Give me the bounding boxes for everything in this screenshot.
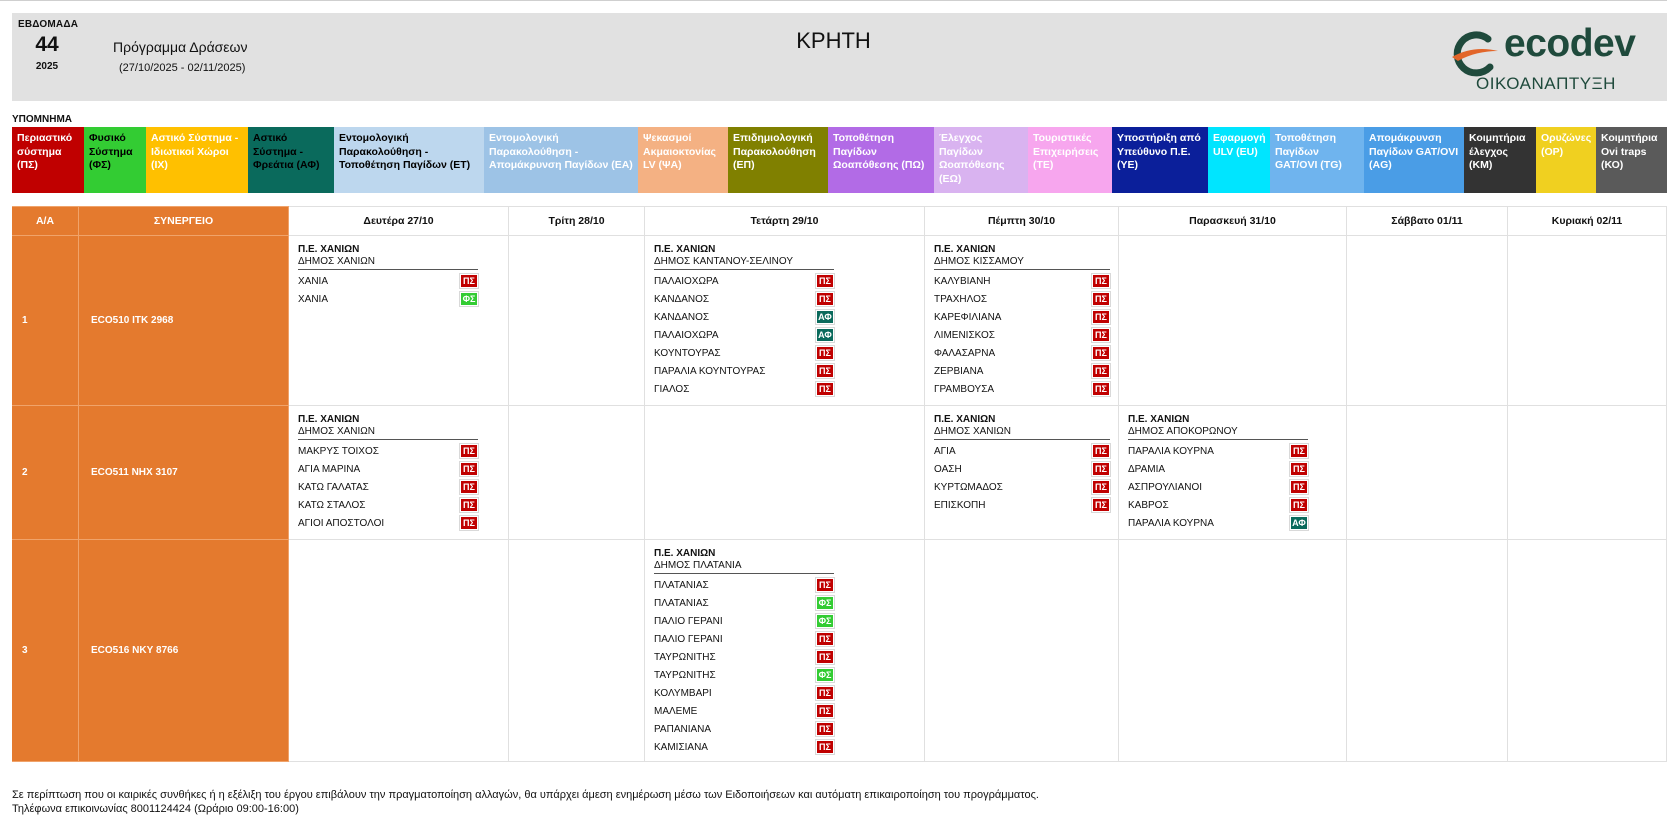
schedule-entry bbox=[934, 344, 1110, 362]
activity-badge: ΦΣ bbox=[816, 596, 834, 610]
activity-badge: ΦΣ bbox=[460, 292, 478, 306]
schedule-entry bbox=[298, 478, 478, 496]
day-cell bbox=[1347, 236, 1508, 406]
schedule-entry bbox=[654, 290, 834, 308]
legend-item: Ορυζώνες (ΟΡ) bbox=[1536, 127, 1596, 193]
activity-badge: ΠΣ bbox=[816, 382, 834, 396]
location-name: ΛΙΜΕΝΙΣΚΟΣ bbox=[934, 329, 995, 341]
activity-badge: ΠΣ bbox=[1092, 310, 1110, 324]
schedule-entry bbox=[934, 362, 1110, 380]
schedule-entry bbox=[654, 630, 834, 648]
activity-badge: ΠΣ bbox=[1092, 364, 1110, 378]
schedule-entry bbox=[654, 326, 834, 344]
schedule-block bbox=[298, 414, 478, 532]
location-name: ΓΙΑΛΟΣ bbox=[654, 383, 690, 395]
location-name: ΔΡΑΜΙΑ bbox=[1128, 463, 1166, 475]
week-year: 2025 bbox=[35, 61, 59, 72]
schedule-entry bbox=[654, 380, 834, 398]
legend-item: Επιδημιολογική Παρακολούθηση (ΕΠ) bbox=[728, 127, 828, 193]
schedule-entry bbox=[934, 380, 1110, 398]
top-divider bbox=[0, 0, 1667, 1]
activity-badge: ΠΣ bbox=[460, 516, 478, 530]
location-name: ΚΑΛΥΒΙΑΝΗ bbox=[934, 275, 991, 287]
region-title: ΚΡΗΤΗ bbox=[796, 28, 871, 53]
schedule-entry bbox=[654, 594, 834, 612]
footer-notice: Σε περίπτωση που οι καιρικές συνθήκες ή η εξέλιξη του έργου επιβάλουν την πραγματοποίηση αλλαγών, θα υπάρχει άμεση ενημέρωση μέσω των Ειδοποιήσεων και αυτόματη επικαιροποίηση του προγράμματος. bbox=[12, 789, 1039, 801]
day-cell bbox=[509, 540, 645, 762]
location-name: ΠΑΛΑΙΟΧΩΡΑ bbox=[654, 275, 719, 287]
activity-badge: ΠΣ bbox=[816, 632, 834, 646]
schedule-entry bbox=[298, 290, 478, 308]
location-name: ΠΛΑΤΑΝΙΑΣ bbox=[654, 579, 709, 591]
day-cell bbox=[1119, 540, 1347, 762]
location-name: ΓΡΑΜΒΟΥΣΑ bbox=[934, 383, 995, 395]
legend-item: Εφαρμογή ULV (EU) bbox=[1208, 127, 1270, 193]
legend-item: Κοιμητήρια έλεγχος (ΚΜ) bbox=[1464, 127, 1536, 193]
schedule-entry bbox=[654, 702, 834, 720]
activity-badge: ΦΣ bbox=[816, 614, 834, 628]
activity-badge: ΠΣ bbox=[1290, 480, 1308, 494]
schedule-entry bbox=[654, 272, 834, 290]
header-day: Σάββατο 01/11 bbox=[1347, 206, 1508, 236]
vehicle-cell: ECO511 ΝΗΧ 3107 bbox=[79, 406, 289, 540]
schedule-entry bbox=[298, 272, 478, 290]
activity-badge: ΠΣ bbox=[816, 292, 834, 306]
activity-badge: ΦΣ bbox=[816, 668, 834, 682]
activity-badge: ΠΣ bbox=[816, 346, 834, 360]
municipality: ΔΗΜΟΣ ΠΛΑΤΑΝΙΑ bbox=[654, 560, 834, 574]
location-name: ΠΑΛΑΙΟΧΩΡΑ bbox=[654, 329, 719, 341]
schedule-entry bbox=[1128, 478, 1308, 496]
activity-badge: ΠΣ bbox=[1290, 444, 1308, 458]
location-name: ΑΓΙΑ bbox=[934, 445, 956, 457]
activity-badge: ΠΣ bbox=[816, 364, 834, 378]
location-name: ΧΑΝΙΑ bbox=[298, 275, 329, 287]
legend-item: Περιαστικό σύστημα (ΠΣ) bbox=[12, 127, 84, 193]
regional-unit: Π.Ε. ΧΑΝΙΩΝ bbox=[298, 414, 360, 425]
day-cell bbox=[1119, 236, 1347, 406]
location-name: ΚΥΡΤΩΜΑΔΟΣ bbox=[934, 481, 1003, 493]
header-day: Παρασκευή 31/10 bbox=[1119, 206, 1347, 236]
day-cell bbox=[645, 406, 925, 540]
day-cell bbox=[925, 236, 1119, 406]
schedule-entry bbox=[934, 272, 1110, 290]
schedule-entry bbox=[654, 344, 834, 362]
day-cell bbox=[925, 540, 1119, 762]
activity-badge: ΠΣ bbox=[816, 578, 834, 592]
location-name: ΜΑΚΡΥΣ ΤΟΙΧΟΣ bbox=[298, 445, 379, 457]
location-name: ΠΑΡΑΛΙΑ ΚΟΥΝΤΟΥΡΑΣ bbox=[654, 365, 766, 377]
activity-badge: ΠΣ bbox=[816, 650, 834, 664]
schedule-entry bbox=[934, 326, 1110, 344]
day-cell bbox=[289, 406, 509, 540]
schedule-entry bbox=[654, 738, 834, 756]
schedule-entry bbox=[654, 648, 834, 666]
location-name: ΦΑΛΑΣΑΡΝΑ bbox=[934, 347, 996, 359]
legend-item: Τοποθέτηση Παγίδων GAT/OVI (TG) bbox=[1270, 127, 1364, 193]
activity-badge: ΠΣ bbox=[1092, 328, 1110, 342]
program-title: Πρόγραμμα Δράσεων bbox=[113, 39, 248, 55]
location-name: ΤΑΥΡΩΝΙΤΗΣ bbox=[654, 651, 716, 663]
activity-badge: ΑΦ bbox=[816, 310, 834, 324]
activity-badge: ΠΣ bbox=[1092, 382, 1110, 396]
location-name: ΑΓΙΟΙ ΑΠΟΣΤΟΛΟΙ bbox=[298, 517, 385, 529]
activity-badge: ΠΣ bbox=[816, 722, 834, 736]
schedule-entry bbox=[934, 460, 1110, 478]
header-day: Πέμπτη 30/10 bbox=[925, 206, 1119, 236]
header-day: Τρίτη 28/10 bbox=[509, 206, 645, 236]
activity-badge: ΠΣ bbox=[1290, 498, 1308, 512]
schedule-entry bbox=[298, 460, 478, 478]
activity-badge: ΠΣ bbox=[460, 274, 478, 288]
legend bbox=[12, 127, 1667, 193]
legend-item: Ψεκασμοί Ακμαιοκτονίας LV (ΨΑ) bbox=[638, 127, 728, 193]
activity-badge: ΠΣ bbox=[460, 462, 478, 476]
schedule-block bbox=[654, 548, 834, 756]
schedule-entry bbox=[934, 496, 1110, 514]
schedule-block bbox=[654, 244, 834, 398]
legend-item: Έλεγχος Παγίδων Ωοαπόθεσης (ΕΩ) bbox=[934, 127, 1028, 193]
regional-unit: Π.Ε. ΧΑΝΙΩΝ bbox=[298, 244, 360, 255]
regional-unit: Π.Ε. ΧΑΝΙΩΝ bbox=[934, 244, 996, 255]
day-cell bbox=[1508, 540, 1667, 762]
location-name: ΑΓΙΑ ΜΑΡΙΝΑ bbox=[298, 463, 361, 475]
location-name: ΚΑΝΔΑΝΟΣ bbox=[654, 311, 710, 323]
activity-badge: ΑΦ bbox=[1290, 516, 1308, 530]
page-header bbox=[12, 13, 1667, 101]
location-name: ΠΛΑΤΑΝΙΑΣ bbox=[654, 597, 709, 609]
activity-badge: ΠΣ bbox=[1092, 498, 1110, 512]
schedule-entry bbox=[934, 290, 1110, 308]
location-name: ΠΑΛΙΟ ΓΕΡΑΝΙ bbox=[654, 615, 723, 627]
activity-badge: ΑΦ bbox=[816, 328, 834, 342]
activity-badge: ΠΣ bbox=[816, 686, 834, 700]
location-name: ΡΑΠΑΝΙΑΝΑ bbox=[654, 723, 712, 735]
schedule-entry bbox=[654, 308, 834, 326]
location-name: ΟΑΣΗ bbox=[934, 463, 962, 475]
location-name: ΚΑΒΡΟΣ bbox=[1128, 499, 1169, 511]
legend-item: Απομάκρυνση Παγίδων GAT/OVI (AG) bbox=[1364, 127, 1464, 193]
schedule-entry bbox=[654, 576, 834, 594]
activity-badge: ΠΣ bbox=[460, 444, 478, 458]
ecodev-logo bbox=[1438, 21, 1653, 96]
legend-item: Εντομολογική Παρακολούθηση - Απομάκρυνση Παγίδων (ΕΑ) bbox=[484, 127, 638, 193]
schedule-block bbox=[934, 414, 1110, 514]
location-name: ΚΑΤΩ ΓΑΛΑΤΑΣ bbox=[298, 481, 369, 493]
day-cell bbox=[1119, 406, 1347, 540]
schedule-entry bbox=[654, 720, 834, 738]
location-name: ΚΑΝΔΑΝΟΣ bbox=[654, 293, 710, 305]
date-range: (27/10/2025 - 02/11/2025) bbox=[119, 62, 246, 74]
day-cell bbox=[925, 406, 1119, 540]
regional-unit: Π.Ε. ΧΑΝΙΩΝ bbox=[654, 548, 716, 559]
location-name: ΠΑΡΑΛΙΑ ΚΟΥΡΝΑ bbox=[1128, 445, 1214, 457]
day-cell bbox=[1347, 406, 1508, 540]
activity-badge: ΠΣ bbox=[1092, 480, 1110, 494]
footer bbox=[12, 788, 1039, 816]
schedule-entry bbox=[654, 684, 834, 702]
municipality: ΔΗΜΟΣ ΧΑΝΙΩΝ bbox=[298, 426, 478, 440]
legend-item: Κοιμητήρια Ovi traps (ΚΟ) bbox=[1596, 127, 1667, 193]
location-name: ΚΑΜΙΣΙΑΝΑ bbox=[654, 741, 708, 753]
activity-badge: ΠΣ bbox=[816, 274, 834, 288]
schedule-block bbox=[1128, 414, 1308, 532]
legend-item: Αστικό Σύστημα - Φρεάτια (ΑΦ) bbox=[248, 127, 334, 193]
schedule-entry bbox=[298, 496, 478, 514]
regional-unit: Π.Ε. ΧΑΝΙΩΝ bbox=[934, 414, 996, 425]
vehicle-cell: ECO510 ΙΤΚ 2968 bbox=[79, 236, 289, 406]
municipality: ΔΗΜΟΣ ΑΠΟΚΟΡΩΝΟΥ bbox=[1128, 426, 1308, 440]
schedule-entry bbox=[654, 362, 834, 380]
header-aa: Α/Α bbox=[12, 206, 79, 236]
schedule-entry bbox=[934, 478, 1110, 496]
schedule-entry bbox=[1128, 496, 1308, 514]
activity-badge: ΠΣ bbox=[1092, 274, 1110, 288]
schedule-entry bbox=[298, 514, 478, 532]
header-day: Δευτέρα 27/10 bbox=[289, 206, 509, 236]
location-name: ΚΟΥΝΤΟΥΡΑΣ bbox=[654, 347, 721, 359]
row-number: 2 bbox=[12, 406, 79, 540]
activity-badge: ΠΣ bbox=[460, 498, 478, 512]
location-name: ΕΠΙΣΚΟΠΗ bbox=[934, 499, 986, 511]
activity-badge: ΠΣ bbox=[1092, 346, 1110, 360]
week-number: 44 bbox=[35, 33, 59, 56]
day-cell bbox=[289, 540, 509, 762]
ecodev-logo-mark-icon bbox=[1448, 31, 1500, 77]
day-cell bbox=[645, 540, 925, 762]
day-cell bbox=[645, 236, 925, 406]
footer-contact: Τηλέφωνα επικοινωνίας 8001124424 (Ωράριο 09:00-16:00) bbox=[12, 803, 299, 815]
legend-item: Εντομολογική Παρακολούθηση - Τοποθέτηση Παγίδων (ΕΤ) bbox=[334, 127, 484, 193]
location-name: ΑΣΠΡΟΥΛΙΑΝΟΙ bbox=[1128, 481, 1203, 493]
day-cell bbox=[289, 236, 509, 406]
legend-item: Αστικό Σύστημα - Ιδιωτικοί Χώροι (ΙΧ) bbox=[146, 127, 248, 193]
logo-wordmark: ecodev bbox=[1504, 22, 1636, 65]
header-day: Κυριακή 02/11 bbox=[1508, 206, 1667, 236]
vehicle-cell: ECO516 ΝΚΥ 8766 bbox=[79, 540, 289, 762]
location-name: ΚΑΡΕΦΙΛΙΑΝΑ bbox=[934, 311, 1002, 323]
schedule-block bbox=[934, 244, 1110, 398]
day-cell bbox=[1508, 236, 1667, 406]
day-cell bbox=[1508, 406, 1667, 540]
schedule-entry bbox=[934, 442, 1110, 460]
location-name: ΚΟΛΥΜΒΑΡΙ bbox=[654, 687, 712, 699]
row-number: 1 bbox=[12, 236, 79, 406]
legend-title: ΥΠΟΜΝΗΜΑ bbox=[12, 114, 72, 125]
legend-item: Φυσικό Σύστημα (ΦΣ) bbox=[84, 127, 146, 193]
location-name: ΚΑΤΩ ΣΤΑΛΟΣ bbox=[298, 499, 366, 511]
location-name: ΤΡΑΧΗΛΟΣ bbox=[934, 293, 988, 305]
location-name: ΠΑΡΑΛΙΑ ΚΟΥΡΝΑ bbox=[1128, 517, 1214, 529]
municipality: ΔΗΜΟΣ ΧΑΝΙΩΝ bbox=[298, 256, 478, 270]
schedule-block bbox=[298, 244, 478, 308]
day-cell bbox=[509, 236, 645, 406]
schedule-entry bbox=[934, 308, 1110, 326]
legend-item: Τοποθέτηση Παγίδων Ωοαπόθεσης (ΠΩ) bbox=[828, 127, 934, 193]
activity-badge: ΠΣ bbox=[816, 740, 834, 754]
day-cell bbox=[1347, 540, 1508, 762]
municipality: ΔΗΜΟΣ ΧΑΝΙΩΝ bbox=[934, 426, 1110, 440]
location-name: ΧΑΝΙΑ bbox=[298, 293, 329, 305]
schedule-entry bbox=[1128, 442, 1308, 460]
location-name: ΜΑΛΕΜΕ bbox=[654, 705, 698, 717]
activity-badge: ΠΣ bbox=[460, 480, 478, 494]
location-name: ΤΑΥΡΩΝΙΤΗΣ bbox=[654, 669, 716, 681]
header-day: Τετάρτη 29/10 bbox=[645, 206, 925, 236]
legend-item: Τουριστικές Επιχειρήσεις (ΤΕ) bbox=[1028, 127, 1112, 193]
day-cell bbox=[509, 406, 645, 540]
municipality: ΔΗΜΟΣ ΚΑΝΤΑΝΟΥ-ΣΕΛΙΝΟΥ bbox=[654, 256, 834, 270]
regional-unit: Π.Ε. ΧΑΝΙΩΝ bbox=[654, 244, 716, 255]
week-label: ΕΒΔΟΜΑΔΑ bbox=[18, 19, 79, 30]
schedule-entry bbox=[1128, 460, 1308, 478]
schedule-entry bbox=[654, 612, 834, 630]
row-number: 3 bbox=[12, 540, 79, 762]
schedule-entry bbox=[654, 666, 834, 684]
logo-subtitle: ΟΙΚΟΑΝΑΠΤΥΞΗ bbox=[1476, 74, 1616, 93]
location-name: ΠΑΛΙΟ ΓΕΡΑΝΙ bbox=[654, 633, 723, 645]
header-vehicle: ΣΥΝΕΡΓΕΙΟ bbox=[79, 206, 289, 236]
activity-badge: ΠΣ bbox=[1092, 462, 1110, 476]
activity-badge: ΠΣ bbox=[1092, 444, 1110, 458]
activity-badge: ΠΣ bbox=[1092, 292, 1110, 306]
municipality: ΔΗΜΟΣ ΚΙΣΣΑΜΟΥ bbox=[934, 256, 1110, 270]
schedule-entry bbox=[1128, 514, 1308, 532]
activity-badge: ΠΣ bbox=[1290, 462, 1308, 476]
regional-unit: Π.Ε. ΧΑΝΙΩΝ bbox=[1128, 414, 1190, 425]
legend-item: Υποστήριξη από Υπεύθυνο Π.Ε. (ΥΕ) bbox=[1112, 127, 1208, 193]
location-name: ΖΕΡΒΙΑΝΑ bbox=[934, 365, 984, 377]
schedule-entry bbox=[298, 442, 478, 460]
activity-badge: ΠΣ bbox=[816, 704, 834, 718]
